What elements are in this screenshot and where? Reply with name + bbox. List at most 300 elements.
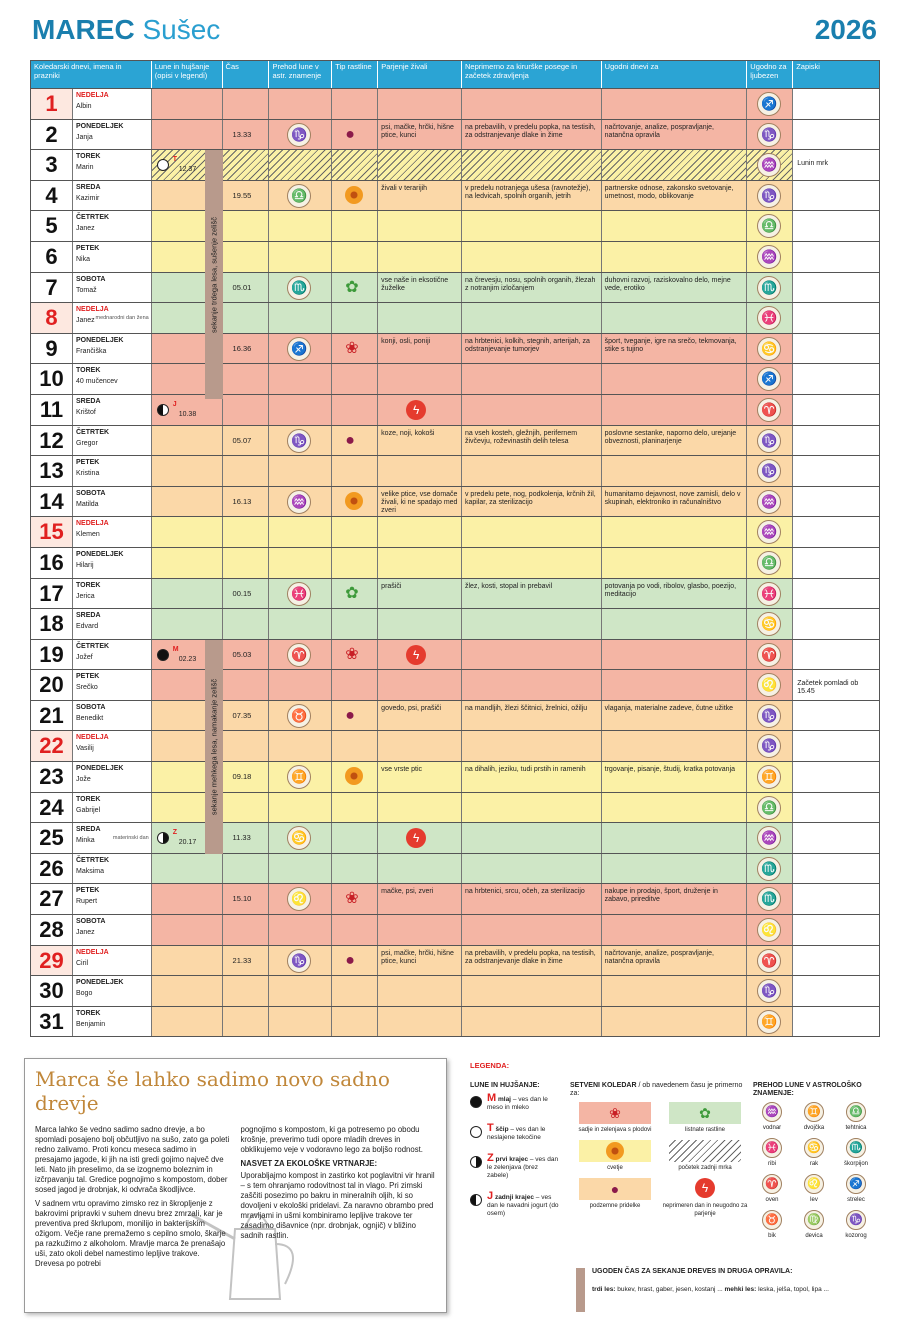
legend-swatch <box>579 1178 651 1200</box>
favorable-text <box>602 609 748 639</box>
love-sign-icon: ♋ <box>757 337 781 361</box>
day-cell <box>31 334 152 364</box>
name-day: Matilda <box>76 500 99 508</box>
day-number: 26 <box>31 854 73 884</box>
transit-time: 21.33 <box>223 946 270 976</box>
moon-phase-letter: J <box>172 400 177 408</box>
moon-phase-letter: Z <box>172 829 177 837</box>
mating-cell <box>378 364 462 394</box>
transit-time <box>223 976 270 1006</box>
surgery-text <box>462 364 602 394</box>
mating-cell <box>378 181 462 211</box>
plant-cell <box>332 915 378 945</box>
day-cell <box>31 701 152 731</box>
moon-word: ščip <box>495 1126 509 1133</box>
love-sign-icon: ♎ <box>757 796 781 820</box>
sign-cell <box>269 915 332 945</box>
day-cell <box>31 609 152 639</box>
day-name: PONEDELJEK <box>76 550 124 558</box>
day-cell <box>31 211 152 241</box>
favorable-text <box>602 150 748 180</box>
notes-cell[interactable]: Lunin mrk <box>793 150 879 180</box>
moon-phase-icon <box>470 1126 482 1138</box>
day-cell <box>31 395 152 425</box>
love-cell <box>747 854 793 884</box>
legend-zodiac-item <box>753 1174 791 1204</box>
favorable-text: duhovni razvoj, raziskovalno delo, mejne vede, erotiko <box>602 273 748 303</box>
name-day: Gabrijel <box>76 806 101 814</box>
day-cell <box>31 181 152 211</box>
favorable-text <box>602 670 748 700</box>
surgery-text: žlez, kosti, stopal in prebavil <box>462 579 602 609</box>
legend-sowing-label: neprimeren dan in neugodno za parjenje <box>662 1203 748 1217</box>
day-number: 31 <box>31 1007 73 1037</box>
love-cell <box>747 701 793 731</box>
moon-cell <box>152 946 223 976</box>
zodiac-sign-icon: ♓ <box>762 1138 782 1158</box>
cherry-icon: ❀ <box>345 890 359 908</box>
sign-cell <box>269 884 332 914</box>
day-cell <box>31 823 152 853</box>
favorable-text <box>602 303 748 333</box>
sign-cell <box>269 395 332 425</box>
leaf-icon: ✿ <box>345 584 359 602</box>
sign-cell <box>269 640 332 670</box>
col-sign: Prehod lune v astr. znamenje <box>269 61 332 88</box>
mating-cell <box>378 426 462 456</box>
sign-cell <box>269 334 332 364</box>
day-name: PETEK <box>76 459 100 467</box>
surgery-text <box>462 548 602 578</box>
table-row <box>31 272 879 303</box>
notes-cell[interactable] <box>793 762 879 792</box>
transit-time <box>223 517 270 547</box>
notes-cell[interactable] <box>793 1007 879 1037</box>
favorable-text <box>602 395 748 425</box>
day-number: 11 <box>31 395 73 425</box>
table-row <box>31 700 879 731</box>
table-row <box>31 822 879 853</box>
favorable-text <box>602 976 748 1006</box>
notes-cell[interactable] <box>793 181 879 211</box>
tip-paragraph: pognojimo s kompostom, ki ga potresemo po obodu krošnje, preverimo tudi opore mladih dreves in obklikujemo veje v vodoravno lego za boljšo rodnost. <box>240 1125 423 1154</box>
legend-zodiac-item <box>837 1138 875 1168</box>
root-vegetable-icon: ● <box>345 431 355 449</box>
plant-cell <box>332 487 378 517</box>
plant-cell <box>332 976 378 1006</box>
moon-desc: – ves dan le navadni jogurt (do osem) <box>487 1194 559 1217</box>
day-name: SOBOTA <box>76 703 106 711</box>
notes-cell[interactable] <box>793 793 879 823</box>
notes-cell[interactable] <box>793 640 879 670</box>
moon-phase-icon <box>470 1096 482 1108</box>
name-day: Edvard <box>76 623 99 631</box>
legend-zodiac-item <box>795 1210 833 1240</box>
table-row <box>31 608 879 639</box>
love-sign-icon: ♑ <box>757 979 781 1003</box>
love-sign-icon: ♓ <box>757 306 781 330</box>
sign-cell <box>269 823 332 853</box>
transit-time: 07.35 <box>223 701 270 731</box>
tip-title: Marca še lahko sadimo novo sadno drevje <box>35 1067 390 1115</box>
mating-cell <box>378 915 462 945</box>
col-favorable: Ugodni dnevi za <box>602 61 748 88</box>
notes-cell[interactable] <box>793 242 879 272</box>
favorable-text <box>602 364 748 394</box>
moon-cell <box>152 395 223 425</box>
mating-text: vse vrste ptic <box>381 766 423 774</box>
love-sign-icon: ♑ <box>757 459 781 483</box>
name-day: Janja <box>76 133 93 141</box>
name-day: Gregor <box>76 439 98 447</box>
notes-cell[interactable] <box>793 976 879 1006</box>
notes-cell[interactable] <box>793 273 879 303</box>
sign-cell <box>269 946 332 976</box>
mating-text: psi, mačke, hrčki, hišne ptice, kunci <box>381 949 454 965</box>
sign-cell <box>269 548 332 578</box>
zodiac-name: vodnar <box>762 1125 782 1131</box>
name-day: Kristina <box>76 470 100 478</box>
notes-cell[interactable] <box>793 548 879 578</box>
notes-cell[interactable] <box>793 517 879 547</box>
zodiac-sign-icon: ♊ <box>287 765 311 789</box>
love-cell <box>747 426 793 456</box>
zodiac-name: tehtnica <box>845 1125 867 1131</box>
day-cell <box>31 793 152 823</box>
plant-cell <box>332 1007 378 1037</box>
love-sign-icon: ♏ <box>757 857 781 881</box>
zodiac-name: kozorog <box>845 1233 867 1239</box>
day-cell <box>31 762 152 792</box>
mating-cell <box>378 640 462 670</box>
sign-cell <box>269 731 332 761</box>
plant-cell <box>332 640 378 670</box>
mating-cell <box>378 120 462 150</box>
legend-sowing-item <box>570 1102 660 1134</box>
sign-cell <box>269 1007 332 1037</box>
love-sign-icon: ♏ <box>757 276 781 300</box>
table-row <box>31 669 879 700</box>
surgery-text: na prebavilih, v predelu popka, na testisih, za odstranjevanje dlake in žime <box>462 120 602 150</box>
sign-cell <box>269 426 332 456</box>
day-cell <box>31 946 152 976</box>
moon-cell <box>152 609 223 639</box>
love-cell <box>747 640 793 670</box>
plant-cell <box>332 762 378 792</box>
day-name: PETEK <box>76 887 100 895</box>
mating-cell <box>378 89 462 119</box>
love-cell <box>747 609 793 639</box>
table-row <box>31 547 879 578</box>
zodiac-sign-icon: ♑ <box>287 123 311 147</box>
love-cell <box>747 456 793 486</box>
love-sign-icon: ♑ <box>757 123 781 147</box>
notes-cell[interactable] <box>793 854 879 884</box>
love-sign-icon: ♒ <box>757 245 781 269</box>
day-name: TOREK <box>76 1009 101 1017</box>
name-day: Minka <box>76 837 95 845</box>
sign-cell <box>269 793 332 823</box>
table-row <box>31 883 879 914</box>
zodiac-sign-icon: ♌ <box>804 1174 824 1194</box>
day-number: 12 <box>31 426 73 456</box>
notes-cell[interactable] <box>793 731 879 761</box>
notes-cell[interactable] <box>793 89 879 119</box>
cherry-icon: ❀ <box>609 1105 621 1121</box>
transit-time <box>223 793 270 823</box>
love-sign-icon: ♒ <box>757 826 781 850</box>
plant-cell <box>332 120 378 150</box>
day-name: TOREK <box>76 367 101 375</box>
notes-cell[interactable] <box>793 395 879 425</box>
surgery-text <box>462 1007 602 1037</box>
plant-cell <box>332 211 378 241</box>
plant-cell <box>332 303 378 333</box>
softwood-bar-label: sekanje mehkega lesa, namakanje zelišč <box>209 678 219 816</box>
transit-time: 19.55 <box>223 181 270 211</box>
day-number: 5 <box>31 211 73 241</box>
transit-time <box>223 395 270 425</box>
moon-phase-icon <box>157 159 169 171</box>
legend-zodiac-item <box>837 1174 875 1204</box>
day-number: 2 <box>31 120 73 150</box>
name-day: Benjamin <box>76 1020 106 1028</box>
notes-cell[interactable] <box>793 334 879 364</box>
name-day: 40 mučencev <box>76 378 118 386</box>
legend-sowing-item <box>660 1102 750 1134</box>
name-day: Bogo <box>76 990 93 998</box>
table-row <box>31 578 879 609</box>
mating-text: vse naše in eksotične žuželke <box>381 276 449 292</box>
zodiac-sign-icon: ♒ <box>287 490 311 514</box>
plant-cell <box>332 793 378 823</box>
mating-cell <box>378 1007 462 1037</box>
moon-phase-icon <box>470 1194 482 1206</box>
notes-cell[interactable]: Začetek pomladi ob 15.45 <box>793 670 879 700</box>
legend-trees <box>592 1268 907 1294</box>
love-sign-icon: ♊ <box>757 1010 781 1034</box>
legend-zodiac-heading: PREHOD LUNE V ASTROLOŠKO ZNAMENJE: <box>753 1082 862 1097</box>
love-cell <box>747 823 793 853</box>
legend-moon-item <box>470 1154 560 1180</box>
day-name: SOBOTA <box>76 918 106 926</box>
table-row <box>31 210 879 241</box>
mating-cell <box>378 701 462 731</box>
plant-cell <box>332 395 378 425</box>
moon-cell <box>152 854 223 884</box>
tip-subheading: NASVET ZA EKOLOŠKE VRTNARJE: <box>240 1159 378 1168</box>
sign-cell <box>269 211 332 241</box>
zodiac-sign-icon: ♏ <box>287 276 311 300</box>
softwood-values: leska, jelša, topol, lipa ... <box>758 1286 829 1293</box>
sign-cell <box>269 303 332 333</box>
day-name: ČETRTEK <box>76 214 110 222</box>
surgery-text: na mandljih, žlezi ščitnici, žrelnici, ožilju <box>462 701 602 731</box>
notes-cell[interactable] <box>793 884 879 914</box>
notes-cell[interactable] <box>793 211 879 241</box>
sign-cell <box>269 670 332 700</box>
love-sign-icon: ♑ <box>757 734 781 758</box>
love-sign-icon: ♑ <box>757 429 781 453</box>
notes-cell[interactable] <box>793 426 879 456</box>
name-day: Maksima <box>76 867 105 875</box>
col-day: Koledarski dnevi, imena in prazniki <box>31 61 152 88</box>
notes-cell[interactable] <box>793 609 879 639</box>
day-cell <box>31 640 152 670</box>
day-name: PONEDELJEK <box>76 979 124 987</box>
zodiac-sign-icon: ♒ <box>762 1102 782 1122</box>
zodiac-sign-icon: ♋ <box>287 826 311 850</box>
table-row <box>31 302 879 333</box>
transit-time <box>223 854 270 884</box>
name-day: Srečko <box>76 684 98 692</box>
mating-cell <box>378 793 462 823</box>
plant-cell <box>332 517 378 547</box>
day-name: TOREK <box>76 581 101 589</box>
zodiac-sign-icon: ♐ <box>846 1174 866 1194</box>
moon-phase-icon <box>157 649 169 661</box>
favorable-text <box>602 89 748 119</box>
love-sign-icon: ♓ <box>757 582 781 606</box>
surgery-text <box>462 793 602 823</box>
sign-cell <box>269 487 332 517</box>
legend-sowing-item <box>570 1140 660 1172</box>
surgery-text <box>462 150 602 180</box>
name-day: Nika <box>76 255 91 263</box>
surgery-text: na vseh kosteh, gležnjih, perifernem živčevju, roževinastih delih telesa <box>462 426 602 456</box>
plant-cell <box>332 150 378 180</box>
legend-swatch <box>669 1102 741 1124</box>
day-number: 14 <box>31 487 73 517</box>
moon-cell <box>152 120 223 150</box>
sign-cell <box>269 456 332 486</box>
mating-cell <box>378 150 462 180</box>
month-local-name: Sušec <box>142 14 221 45</box>
notes-cell[interactable] <box>793 364 879 394</box>
mating-cell <box>378 303 462 333</box>
surgery-text <box>462 976 602 1006</box>
tip-box <box>24 1058 447 1313</box>
love-sign-icon: ♎ <box>757 551 781 575</box>
moon-phase-letter: M <box>172 645 179 653</box>
love-sign-icon: ♈ <box>757 643 781 667</box>
notes-cell[interactable] <box>793 303 879 333</box>
transit-time: 05.03 <box>223 640 270 670</box>
notes-cell[interactable] <box>793 701 879 731</box>
notes-cell[interactable] <box>793 946 879 976</box>
transit-time <box>223 150 270 180</box>
notes-cell[interactable] <box>793 487 879 517</box>
table-row <box>31 639 879 670</box>
table-row <box>31 455 879 486</box>
love-cell <box>747 731 793 761</box>
legend-sowing-item <box>570 1178 660 1210</box>
lightning-icon: ϟ <box>406 400 426 420</box>
notes-cell[interactable] <box>793 823 879 853</box>
notes-cell[interactable] <box>793 456 879 486</box>
surgery-text <box>462 915 602 945</box>
name-day: Jože <box>76 776 91 784</box>
legend <box>470 1062 890 1322</box>
favorable-text <box>602 854 748 884</box>
table-row <box>31 516 879 547</box>
legend-sowing-item <box>660 1178 750 1218</box>
legend-sowing-heading: SETVENI KOLEDAR <box>570 1082 637 1089</box>
name-day: Klemen <box>76 531 100 539</box>
plant-cell <box>332 731 378 761</box>
transit-time: 09.18 <box>223 762 270 792</box>
surgery-text: na prebavilih, v predelu popka, na testisih, za odstranjevanje dlake in žime <box>462 946 602 976</box>
day-number: 3 <box>31 150 73 180</box>
day-number: 30 <box>31 976 73 1006</box>
day-cell <box>31 915 152 945</box>
table-body <box>31 88 879 1036</box>
flower-icon <box>345 186 363 204</box>
moon-letter: T <box>487 1122 494 1134</box>
table-row <box>31 333 879 364</box>
legend-moon-item <box>470 1094 560 1112</box>
notes-cell[interactable] <box>793 120 879 150</box>
love-cell <box>747 150 793 180</box>
love-cell <box>747 517 793 547</box>
favorable-text <box>602 731 748 761</box>
name-day: Kazimir <box>76 194 100 202</box>
mating-text: konji, osli, poniji <box>381 337 431 345</box>
moon-desc: – ves dan le meso in mleko <box>487 1096 548 1111</box>
transit-time <box>223 89 270 119</box>
favorable-text: načrtovanje, analize, pospravljanje, natančna opravila <box>602 946 748 976</box>
plant-cell <box>332 946 378 976</box>
moon-phase-time: 12.37 <box>178 166 197 174</box>
sign-cell <box>269 181 332 211</box>
love-sign-icon: ♈ <box>757 949 781 973</box>
day-name: SREDA <box>76 826 101 834</box>
day-number: 25 <box>31 823 73 853</box>
legend-sowing-label: sadje in zelenjava s plodovi <box>578 1127 652 1133</box>
hardwood-bar-label: sekanje trdega lesa, sušenje zelišč <box>209 216 219 333</box>
zodiac-sign-icon: ♊ <box>804 1102 824 1122</box>
softwood-label: mehki les: <box>724 1286 757 1293</box>
surgery-text <box>462 242 602 272</box>
favorable-text <box>602 640 748 670</box>
moon-phase-time: 10.38 <box>178 410 197 418</box>
root-vegetable-icon: ● <box>345 125 355 143</box>
transit-time <box>223 242 270 272</box>
day-cell <box>31 303 152 333</box>
notes-cell[interactable] <box>793 579 879 609</box>
notes-cell[interactable] <box>793 915 879 945</box>
transit-time <box>223 211 270 241</box>
mating-cell <box>378 670 462 700</box>
moon-phase-letter: T <box>172 156 177 164</box>
plant-cell <box>332 823 378 853</box>
love-cell <box>747 670 793 700</box>
name-day: Hilarij <box>76 561 94 569</box>
love-sign-icon: ♑ <box>757 704 781 728</box>
name-day: Janez <box>76 317 95 325</box>
name-day: Marin <box>76 164 94 172</box>
sign-cell <box>269 89 332 119</box>
transit-time <box>223 548 270 578</box>
hardwood-values: bukev, hrast, gaber, jesen, kostanj ... <box>617 1286 723 1293</box>
leaf-icon: ✿ <box>699 1105 711 1121</box>
zodiac-sign-icon: ♑ <box>287 949 311 973</box>
legend-zodiac-item <box>837 1210 875 1240</box>
day-name: SREDA <box>76 397 101 405</box>
day-number: 7 <box>31 273 73 303</box>
moon-letter: J <box>487 1190 494 1202</box>
sign-cell <box>269 579 332 609</box>
